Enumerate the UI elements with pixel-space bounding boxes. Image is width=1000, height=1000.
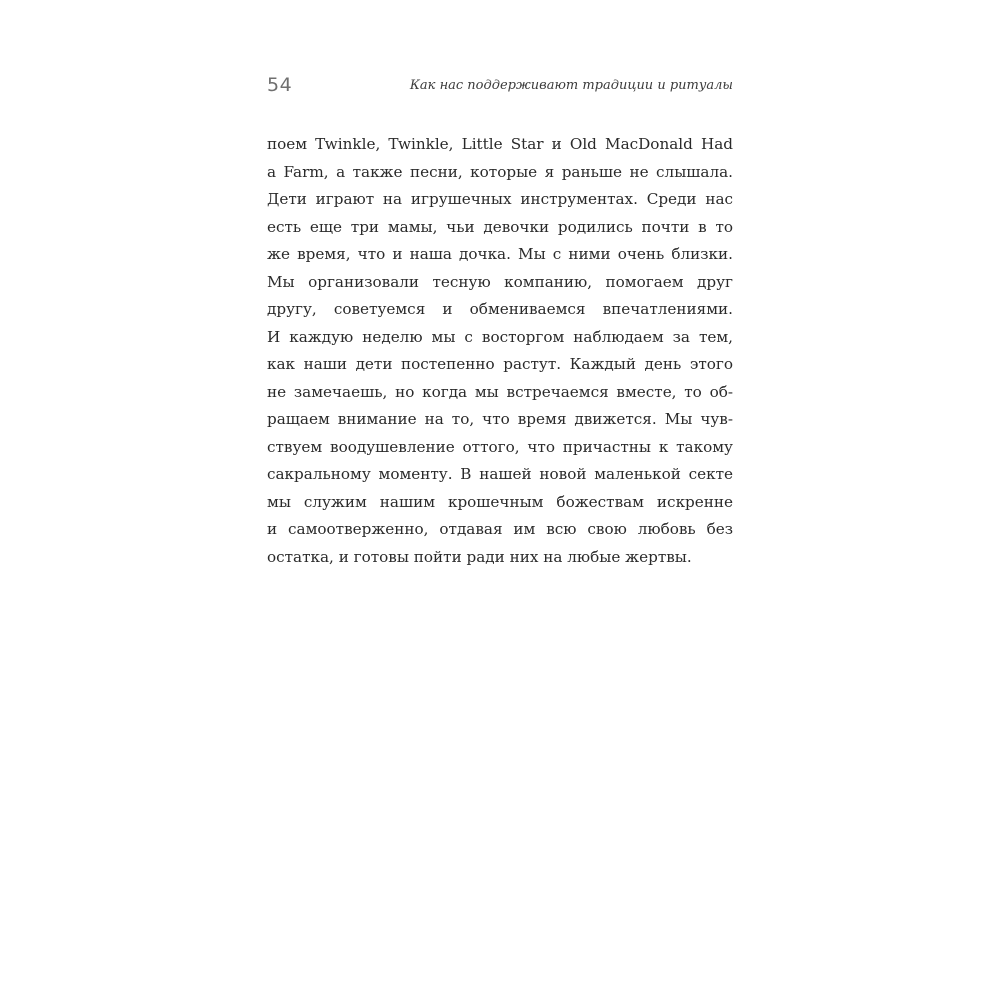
text-line: И каждую неделю мы с восторгом наблюдаем за тем,: [267, 327, 733, 346]
text-line: остатка, и готовы пойти ради них на любые жертвы.: [267, 547, 692, 566]
text-line: есть еще три мамы, чьи девочки родились почти в то: [267, 217, 733, 236]
page-number: 54: [267, 74, 293, 96]
text-line: ращаем внимание на то, что время движется. Мы чув-: [267, 410, 733, 428]
text-line: мы служим нашим крошечным божествам искренне: [267, 492, 733, 511]
text-line: ствуем воодушевление оттого, что причастны к такому: [267, 437, 733, 456]
chapter-title: Как нас поддерживают традиции и ритуалы: [409, 78, 733, 93]
text-line: Мы организовали тесную компанию, помогаем друг: [267, 272, 733, 291]
text-line: не замечаешь, но когда мы встречаемся вместе, то об-: [267, 382, 733, 401]
text-line: a Farm, а также песни, которые я раньше не слышала.: [267, 162, 733, 181]
text-line: поем Twinkle, Twinkle, Little Star и Old MacDonald Had: [267, 135, 733, 153]
text-line: сакральному моменту. В нашей новой маленькой секте: [267, 465, 733, 483]
text-line: как наши дети постепенно растут. Каждый день этого: [267, 355, 733, 373]
text-line: и самоотверженно, отдавая им всю свою любовь без: [267, 520, 733, 538]
body-paragraph: [267, 131, 733, 571]
running-header: [267, 72, 733, 102]
text-line: другу, советуемся и обмениваемся впечатлениями.: [267, 300, 733, 318]
text-line: Дети играют на игрушечных инструментах. Среди нас: [267, 190, 733, 208]
text-line: же время, что и наша дочка. Мы с ними очень близки.: [267, 245, 733, 263]
